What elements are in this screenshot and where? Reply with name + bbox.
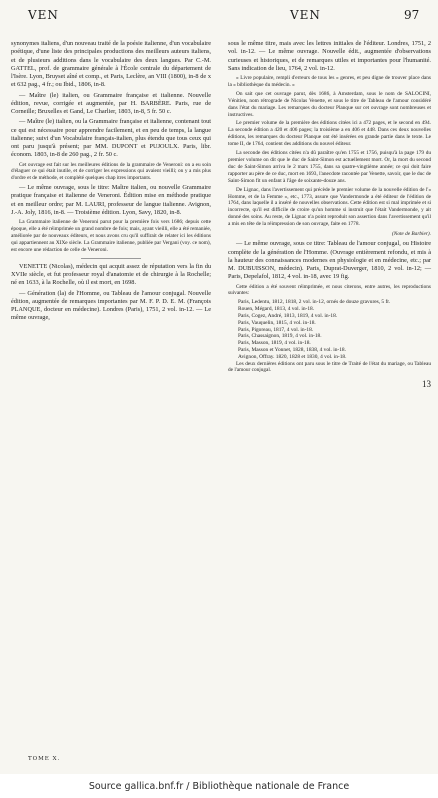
page-number: 97 (404, 8, 420, 22)
reprint-line: Rouen, Mégard, 1813, 4 vol. in-18. (238, 306, 315, 313)
reprint-line: Paris, Chassaignon, 1819, 4 vol. in-18. (238, 333, 322, 340)
entry-gattel-continued: synonymes italiens, d'un nouveau traité de la poésie italienne, d'un vocabulaire poétique, d'une liste des principales productions des meilleurs auteurs italiens, et de plusieurs additions dans le vocabulaire des deux langues. Par C.-M. GATTEL, prof. de grammaire générale à l'École centrale du département de l'Isère. Lyon, Bruyset aîné et comp., et Paris, Leclère, an VIII (1800), in-8 de x et 632 pag., 4 fr.; ou Ibid., 1806, in-8. (11, 40, 211, 89)
reprint-line: Paris, Masson et Yonnet, 1828, 1838, 4 vol. in-18. (238, 346, 346, 353)
note-saint-simon: La seconde des éditions citées n'a dû paraître qu'en 1755 et 1756, puisqu'à la page 179 du premier volume on dit que le duc de Saint-Simon est actuellement mort. Or, la mort du second duc de Saint-Simon arriva le 2 mars 1755, dans sa quatre-vingtième année; ce qui doit faire rapporter au père de ce duc, mort en 1693, l'anecdote racontée par Venette, savoir, que le duc de Saint-Simon fit un enfant à l'âge de soixante-douze ans. (228, 150, 431, 184)
left-column (11, 40, 211, 325)
volume-mark: TOME X. (28, 756, 61, 762)
note-reimpressions: Cette édition a été souvent réimprimée, et nous citerons, entre autres, les reproductions suivantes: (228, 283, 431, 297)
reprint-line: Paris, Ledentu, 1812, 1818, 2 vol. in-12, ornés de douze gravures, 5 fr. (238, 299, 391, 306)
entry-maitre-italien-lauri: — Le même ouvrage, sous le titre: Maître italien, ou nouvelle Grammaire pratique française et italienne de Veneroni. Édition mise en méthode pratique et en meilleur ordre; par M. LAURI, professeur de langue italienne. Avignon, J.-A. Joly, 1816, in-8. — Troisième édition. Lyon, Savy, 1820, in-8. (11, 184, 211, 216)
reprint-line: Paris, Vauquelin, 1815, 4 vol. in-18. (238, 319, 316, 326)
note-editions-veneroni: Cet ouvrage est fait sur les meilleures éditions de la grammaire de Veneroni: on a eu soin d'élaguer ce qui était inutile, et de corriger les expressions qui avaient vieilli; on y a mis plus d'ordre et de méthode, et complété quelques chap itres importants. (11, 161, 211, 182)
entry-generation-continued: sous le même titre, mais avec les lettres initiales de l'éditeur. Londres, 1751, 2 vol. in-12. — Le même ouvrage. Nouvelle édit., augmentée d'observations curieuses et historiques, et de remarques utiles et importantes pour l'humanité. Sans indication de lieu, 1764, 2 vol. in-12. (228, 40, 431, 72)
source-attribution-bar (0, 774, 438, 798)
source-link[interactable]: Source gallica.bnf.fr / Bibliothèque nationale de France (88, 780, 350, 792)
running-header-left: VEN (28, 8, 59, 22)
note-attribution: (Note de Barbier). (392, 231, 431, 238)
note-volumes-pages: Le premier volume de la première des éditions citées ici a 472 pages, et le second en 494. La seconde édition a 420 et 406 pages; la troisième a en 406 et 448. Dans ces deux nouvelles éditions, les remarques du docteur Planque ont été insérées en grande partie dans le texte. Le tome II, de 1764, contient des additions du nouvel éditeur. (228, 120, 431, 148)
entry-tableau-amour-conjugal: — Le même ouvrage, sous ce titre: Tableau de l'amour conjugal, ou Histoire complète de la génération de l'Homme. (Ouvrage entièrement refondu, et mis à la hauteur des connaissances modernes en physiologie et en médecine, etc.; par M. DUBUISSON, médecin). Paris, Duprat-Duverger, 1810, 2 vol. in-12; — Paris, Depelafol, 1812, 4 vol. in-18, avec 19 fig. (228, 240, 431, 281)
reprint-line: Paris, Pigoreau, 1817, 4 vol. in-18. (238, 326, 314, 333)
entry-maitre-italien-dupont: — Maître (le) italien, ou la Grammaire française et italienne, contenant tout ce qui est nécessaire pour apprendre facilement, et en peu de temps, la langue italienne; suivi d'un Vocabulaire français-italien, plus étendu que tous ceux qui ont paru jusqu'à présent; par MM. DUPONT et PUJOULX. Paris, libr. économ. 1803, in-8 de 260 pag., 2 fr. 50 c. (11, 118, 211, 159)
note-de-lignac: De Lignac, dans l'avertissement qui précède le premier volume de la nouvelle édition de l'« Homme, et de la Femme », etc., 1773, assure que Vandermonde a été éditeur de l'édition de 1764, dans laquelle il a inséré de nouvelles observations. Cette édition est si mal imprimée et si incorrecte, qu'il est difficile de croire qu'un homme si instruit que l'était Vandermonde, y ait donné des soins. Au reste, de Lignac n'a point reproduit son assertion dans l'avertissement qu'il a mis en tête de la réimpression de son ouvrage, faite en 1778. (228, 186, 431, 228)
entry-maitre-italien-barbere: — Maître (le) italien, ou Grammaire française et italienne. Nouvelle édition, revue, corrigée et augmentée, par H. BARBÈRE. Paris, rue de Corneille; Bruxelles et Gand, Le Charlier, 1803, in-8, 5 fr. 50 c. (11, 91, 211, 115)
section-divider (81, 258, 141, 259)
entry-venette-biography: VENETTE (Nicolas), médecin qui acquit assez de réputation vers la fin du XVIIe siècle, et fut professeur royal d'anatomie et de chirurgie à la Rochelle; né en 1633, à la Rochelle, où il est mort, en 1698. (11, 262, 211, 287)
reprint-line: Avignon, Offray. 1820, 1828 et 1830, 4 vol. in-18. (238, 353, 347, 360)
right-column (228, 40, 431, 391)
running-header-right: VEN (290, 8, 321, 22)
signature-mark: 13 (422, 379, 431, 390)
reprint-line: Paris, Masson, 1819, 4 vol. in-18. (238, 340, 311, 347)
reprint-line: Paris, Cogez, André, 1813, 1819, 4 vol. in-18. (238, 312, 338, 319)
note-salocini: On sait que cet ouvrage parut, dès 1686, à Amsterdam, sous le nom de SALOCINI, Vénitien, nom rétrograde de Nicolas Venette, et sous le titre de Tableau de l'amour considéré dans l'état du mariage. Les remarques du docteur Planque sur cet ouvrage sont nombreuses et instructives. (228, 90, 431, 118)
entry-generation-homme: — Génération (la) de l'Homme, ou Tableau de l'amour conjugal. Nouvelle édition, augmentée de remarques importantes par M. F. P. D. E. M. (François PLANQUE, docteur en médecine). Londres (Paris), 1751, 2 vol. in-12. — Le même ouvrage, (11, 289, 211, 322)
note-deux-dernieres: Les deux dernières éditions ont paru sous le titre de Traité de l'état du mariage, ou Tableau de l'amour conjugal. (228, 360, 431, 374)
note-grammaire-veneroni: La Grammaire italienne de Veneroni parut pour la première fois vers 1686; depuis cette époque, elle a été réimprimée un grand nombre de fois; mais, ayant vieilli, elle a été remaniée, améliorée par de nouveaux éditeurs, et nous avons cru qu'il suffirait de relater ici les éditions qui appartiennent au XIXe siècle. La Grammaire italienne, publiée par Vergani (voy. ce nom), est encore une rédaction de celle de Veneroni. (11, 219, 211, 253)
quote-livre-populaire: « Livre populaire, rempli d'erreurs de tous les « genres, et peu digne de trouver place dans la « bibliothèque du médecin. » (228, 75, 431, 88)
